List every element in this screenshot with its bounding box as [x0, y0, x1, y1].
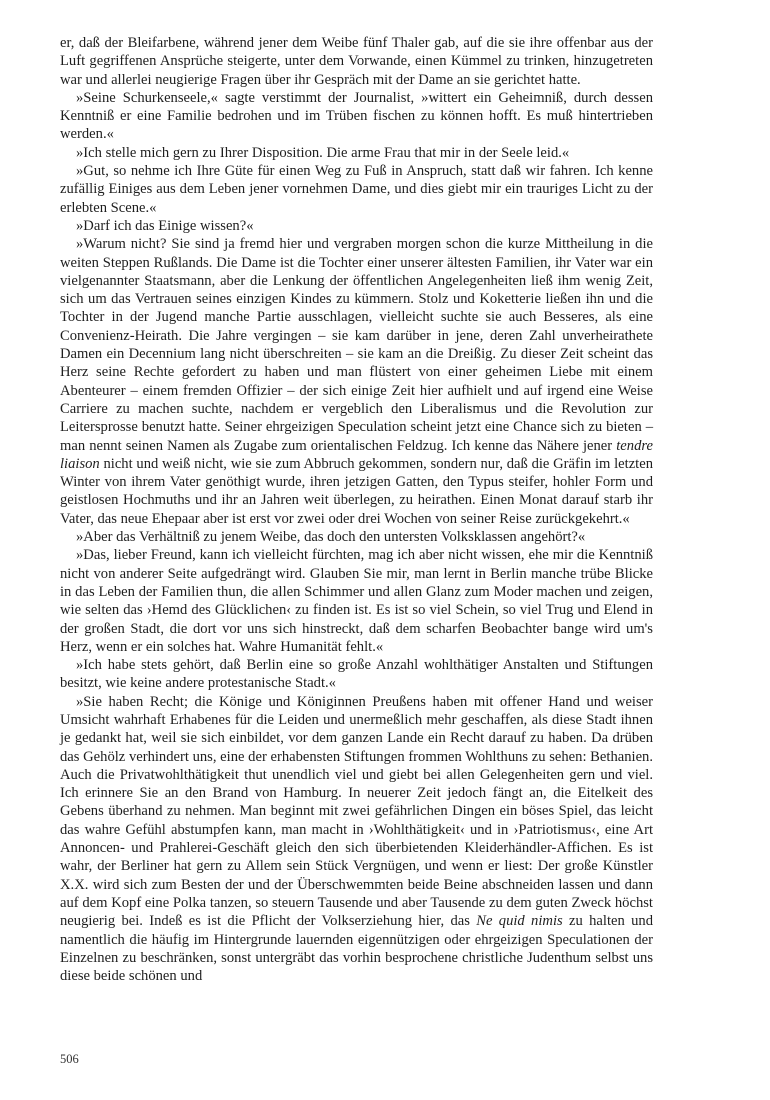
text-run: nicht und weiß nicht, wie sie zum Abbruch gekommen, sondern nur, daß die Gräfin im letzten Winter von ihrem Vater genöthigt wurde, ihren jetzigen Gatten, den Typus steifer, hohler Form und geistlosen Hochmuths und ihr an Jahren weit überlegen, zu heirathen. Einen Monat darauf starb ihr Vater, das neue Ehepaar aber ist erst vor zwei oder drei Wochen von seiner Reise zurückgekehrt.«	[60, 455, 653, 527]
paragraph	[60, 656, 653, 693]
text-run: er, daß der Bleifarbene, während jener dem Weibe fünf Thaler gab, auf die sie ihre offenbar aus der Luft gegriffenen Ansprüche steigerte, unter dem Vorwande, einen Kümmel zu trinken, hinzugetreten war und allerlei neugierige Fragen über ihr Gespräch mit der Dame an sie gerichtet hatte.	[60, 35, 653, 88]
text-run: »Aber das Verhältniß zu jenem Weibe, das doch den untersten Volksklassen angehört?«	[76, 529, 586, 546]
page-number: 506	[60, 1052, 79, 1066]
text-run: »Gut, so nehme ich Ihre Güte für einen Weg zu Fuß in Anspruch, statt daß wir fahren. Ich kenne zufällig Einiges aus dem Leben jener vornehmen Dame, und dies giebt mir ein trauriges Licht zu der erlebten Scene.«	[60, 163, 653, 216]
paragraph	[60, 89, 653, 144]
text-run: »Seine Schurkenseele,« sagte verstimmt der Journalist, »wittert ein Geheimniß, durch dessen Kenntniß er eine Familie bedrohen und im Trüben fischen zu können hofft. Es muß hintertrieben werden.«	[60, 89, 653, 143]
paragraph	[60, 162, 653, 217]
paragraph	[60, 34, 653, 89]
text-run: »Warum nicht? Sie sind ja fremd hier und vergraben morgen schon die kurze Mittheilung in die weiten Steppen Rußlands. Die Dame ist die Tochter einer unserer ältesten Familien, ihr Vater war ein vielgenannter Staatsmann, aber die Lenkung der öffentlichen Angelegenheiten ließ ihm wenig Zeit, sich um das Vertrauen seines einzigen Kindes zu kümmern. Stolz und Koketterie ließen ihn und die Tochter in der Jugend manche Partie ausschlagen, vielleicht suchte sie auch Besseres, als eine Convenienz-Heirath. Die Jahre vergingen – sie kam darüber in jene, deren Zahl unverheirathete Damen ein Decennium lang nicht überschreiten – sie kam an die Dreißig. Zu dieser Zeit scheint das Herz seine Rechte gefordert zu haben und man flüstert von einer geheimen Liebe mit einem Abenteurer – einem fremden Offizier – der sich einige Zeit hier aufhielt und auf irgend eine Weise Carriere zu machen suchte, nachdem er vergeblich den Liberalismus und die Revolution zur Leitersprosse benutzt hatte. Seiner ehrgeizigen Speculation scheint jetzt eine Chance sich zu bieten – man nennt seinen Namen als Zugabe zum orientalischen Feldzug. Ich kenne das Nähere jener	[60, 236, 653, 454]
italic-phrase: tendre liaison	[60, 437, 653, 472]
text-run: zu halten und namentlich die häufig im Hintergrunde lauernden eigennützigen oder ehrgeizigen Speculationen der Einzelnen zu beschränken, sonst untergräbt das vorhin besprochene christliche Judenthum selbst uns diese beide schönen und	[60, 913, 654, 985]
paragraph	[60, 528, 653, 546]
italic-phrase: Ne quid nimis	[476, 913, 563, 930]
text-run: »Darf ich das Einige wissen?«	[76, 217, 254, 234]
paragraph	[60, 546, 653, 656]
page-body	[60, 34, 653, 985]
paragraph	[60, 144, 653, 162]
text-run: »Ich habe stets gehört, daß Berlin eine so große Anzahl wohlthätiger Anstalten und Stiftungen besitzt, wie keine andere protestanische Stadt.«	[60, 657, 653, 692]
paragraph	[60, 235, 653, 528]
text-run: »Sie haben Recht; die Könige und Königinnen Preußens haben mit offener Hand und weiser Umsicht wahrhaft Erhabenes für die Leiden und unermeßlich mehr geschaffen, als diese Stadt ihnen je gedankt hat, weil sie sich einbildet, vor dem ganzen Lande ein Recht darauf zu haben. Da drüben das Gehölz verhindert uns, eine der erhabensten Stiftungen frommen Wohlthuns zu sehen: Bethanien. Auch die Privatwohlthätigkeit thut unendlich viel und giebt bei allen Gelegenheiten gern und viel. Ich erinnere Sie an den Brand von Hamburg. In neuerer Zeit jedoch fängt an, die Eitelkeit des Gebens überhand zu nehmen. Man beginnt mit zwei gefährlichen Dingen ein böses Spiel, das leicht das wahre Gefühl abstumpfen kann, man macht in ›Wohlthätigkeit‹ und in ›Patriotismus‹, eine Art Annoncen- und Prahlerei-Geschäft gleich den sich überbietenden Kleiderhändler-Affichen. Es ist wahr, der Berliner hat gern zu Allem sein Stück Vergnügen, und wenn er liest: Der große Künstler X.X. wird sich zum Besten der und der Überschwemmten beide Beine abschneiden lassen und dann auf dem Kopf eine Polka tanzen, so steuern Tausende und aber Tausende zu dem guten Zweck höchst neugierig bei. Indeß es ist die Pflicht der Volkserziehung hier, das	[60, 693, 653, 930]
text-column	[60, 34, 653, 985]
paragraph	[60, 693, 653, 986]
paragraph	[60, 217, 653, 235]
text-run: »Das, lieber Freund, kann ich vielleicht fürchten, mag ich aber nicht wissen, ehe mir die Kenntniß nicht von anderer Seite aufgedrängt wird. Glauben Sie mir, man lernt in Berlin manche trübe Blicke in das Leben der Familien thun, die allen Schimmer und allen Glanz zum Moder machen und zeigen, wie selten das ›Hemd des Glücklichen‹ zu finden ist. Es ist so viel Schein, so viel Trug und Elend in der großen Stadt, die dort vor uns sich hinstreckt, daß dem scharfen Beobachter bange wird um's Herz, wenn er ein solches hat. Wahre Humanität fehlt.«	[60, 547, 653, 655]
text-run: »Ich stelle mich gern zu Ihrer Disposition. Die arme Frau that mir in der Seele leid.«	[76, 144, 570, 161]
